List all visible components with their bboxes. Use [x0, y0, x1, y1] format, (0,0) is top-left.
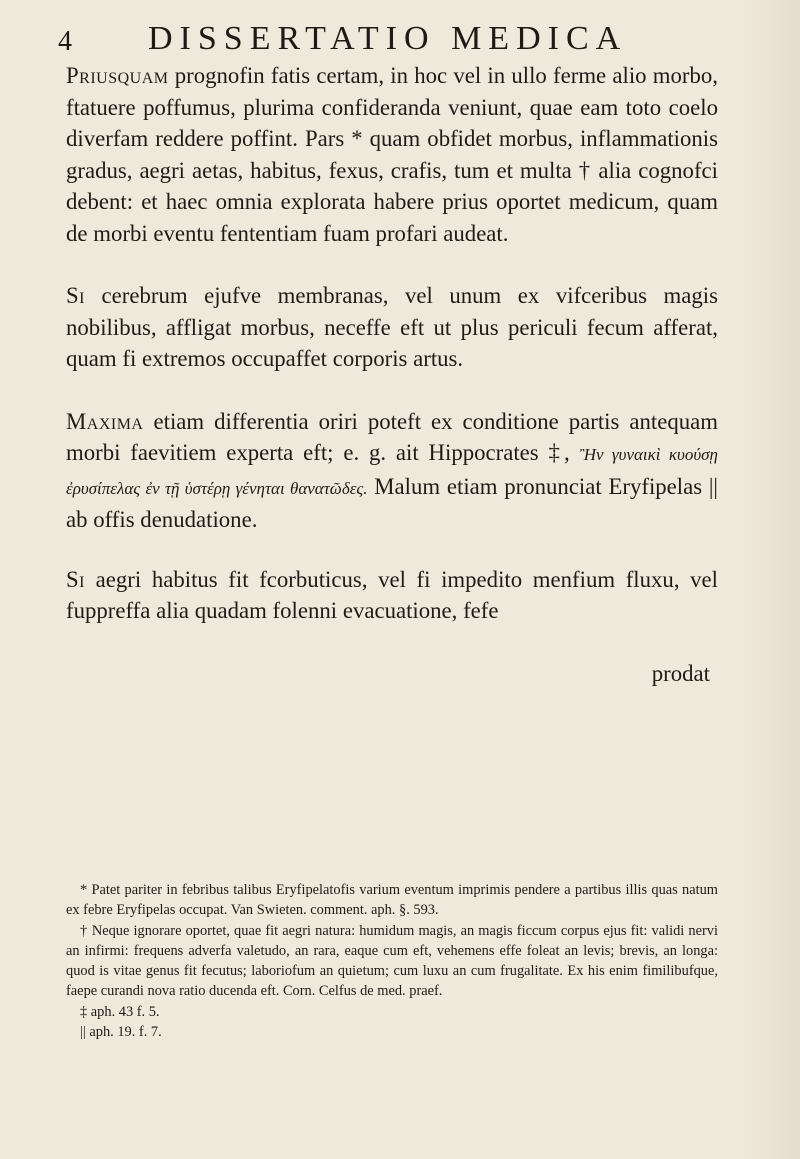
paragraph-text: prognofin fatis certam, in hoc vel in ullo ferme alio morbo, ftatuere poffumus, plurima confideranda veniunt, quae eam toto coelo diverfam reddere poffint. Pars * quam obfidet morbus, inflammationis gradus, aegri aetas, habitus, fexus, crafis, tum et multa † alia cognofci debent: et haec omnia explorata habere prius oportet medicum, quam de morbi eventu fententiam fuam profari audeat.: [66, 63, 718, 246]
paper-edge-shading: [740, 0, 800, 1159]
footnote-dagger: † Neque ignorare oportet, quae fit aegri natura: humidum magis, an magis ficcum corpus ejus fit: validi nervi an infirmi: frequens adverfa valetudo, an rara, eaque cum eft, vehemens effe foleat an levis; brevis, an longa: quod is vitae genus fit fecutus; laboriofum an quietum; cum luxu an cum frugalitate. Ex his enim fimilibufque, faepe curandi nova ratio ducenda eft. Corn. Celfus de med. praef.: [66, 922, 718, 1000]
footnote-double-dagger: ‡ aph. 43 f. 5.: [80, 1003, 160, 1020]
paragraph-text-continued: Malum etiam pronunciat Eryfipelas || ab offis denudatione.: [66, 473, 718, 532]
paragraph-initial-word: Maxima: [66, 408, 144, 434]
catchword: prodat: [651, 660, 710, 686]
main-text: [66, 60, 718, 689]
paragraph-2: [66, 280, 718, 375]
paragraph-text: aegri habitus fit fcorbuticus, vel fi impedito menfium fluxu, vel fuppreffa alia quadam folenni evacuatione, fefe: [66, 566, 718, 623]
running-title: DISSERTATIO MEDICA: [148, 20, 628, 57]
paragraph-initial-word: Si: [66, 566, 86, 592]
footnote-parallel: || aph. 19. f. 7.: [80, 1024, 162, 1041]
paragraph-text: etiam differentia oriri poteft ex conditione partis antequam morbi faevitiem experta eft; e. g. ait Hippocrates ‡,: [66, 408, 718, 465]
paragraph-text: cerebrum ejufve membranas, vel unum ex vifceribus magis nobilibus, affligat morbus, neceffe eft ut plus periculi fecum afferat, quam fi extremos occupaffet corporis artus.: [66, 283, 718, 371]
page-number: 4: [58, 26, 72, 57]
footnote-asterisk: * Patet pariter in febribus talibus Eryfipelatofis varium eventum imprimis pendere a partibus illis quas natum ex febre Eryfipelas occupat. Van Swieten. comment. aph. §. 593.: [66, 882, 718, 919]
footnotes: [66, 880, 718, 1042]
greek-quotation: Ἢν γυναικὶ κυούσῃ ἐρυσίπελας ἐν τῇ ὑστέρῃ γένηται θανατῶδες.: [66, 445, 718, 498]
paragraph-4: [66, 564, 718, 627]
paragraph-1: [66, 60, 718, 249]
page-header: [0, 18, 800, 58]
paragraph-initial-word: Priusquam: [66, 63, 169, 88]
paragraph-initial-word: Si: [66, 283, 86, 308]
paragraph-3: [66, 406, 718, 536]
